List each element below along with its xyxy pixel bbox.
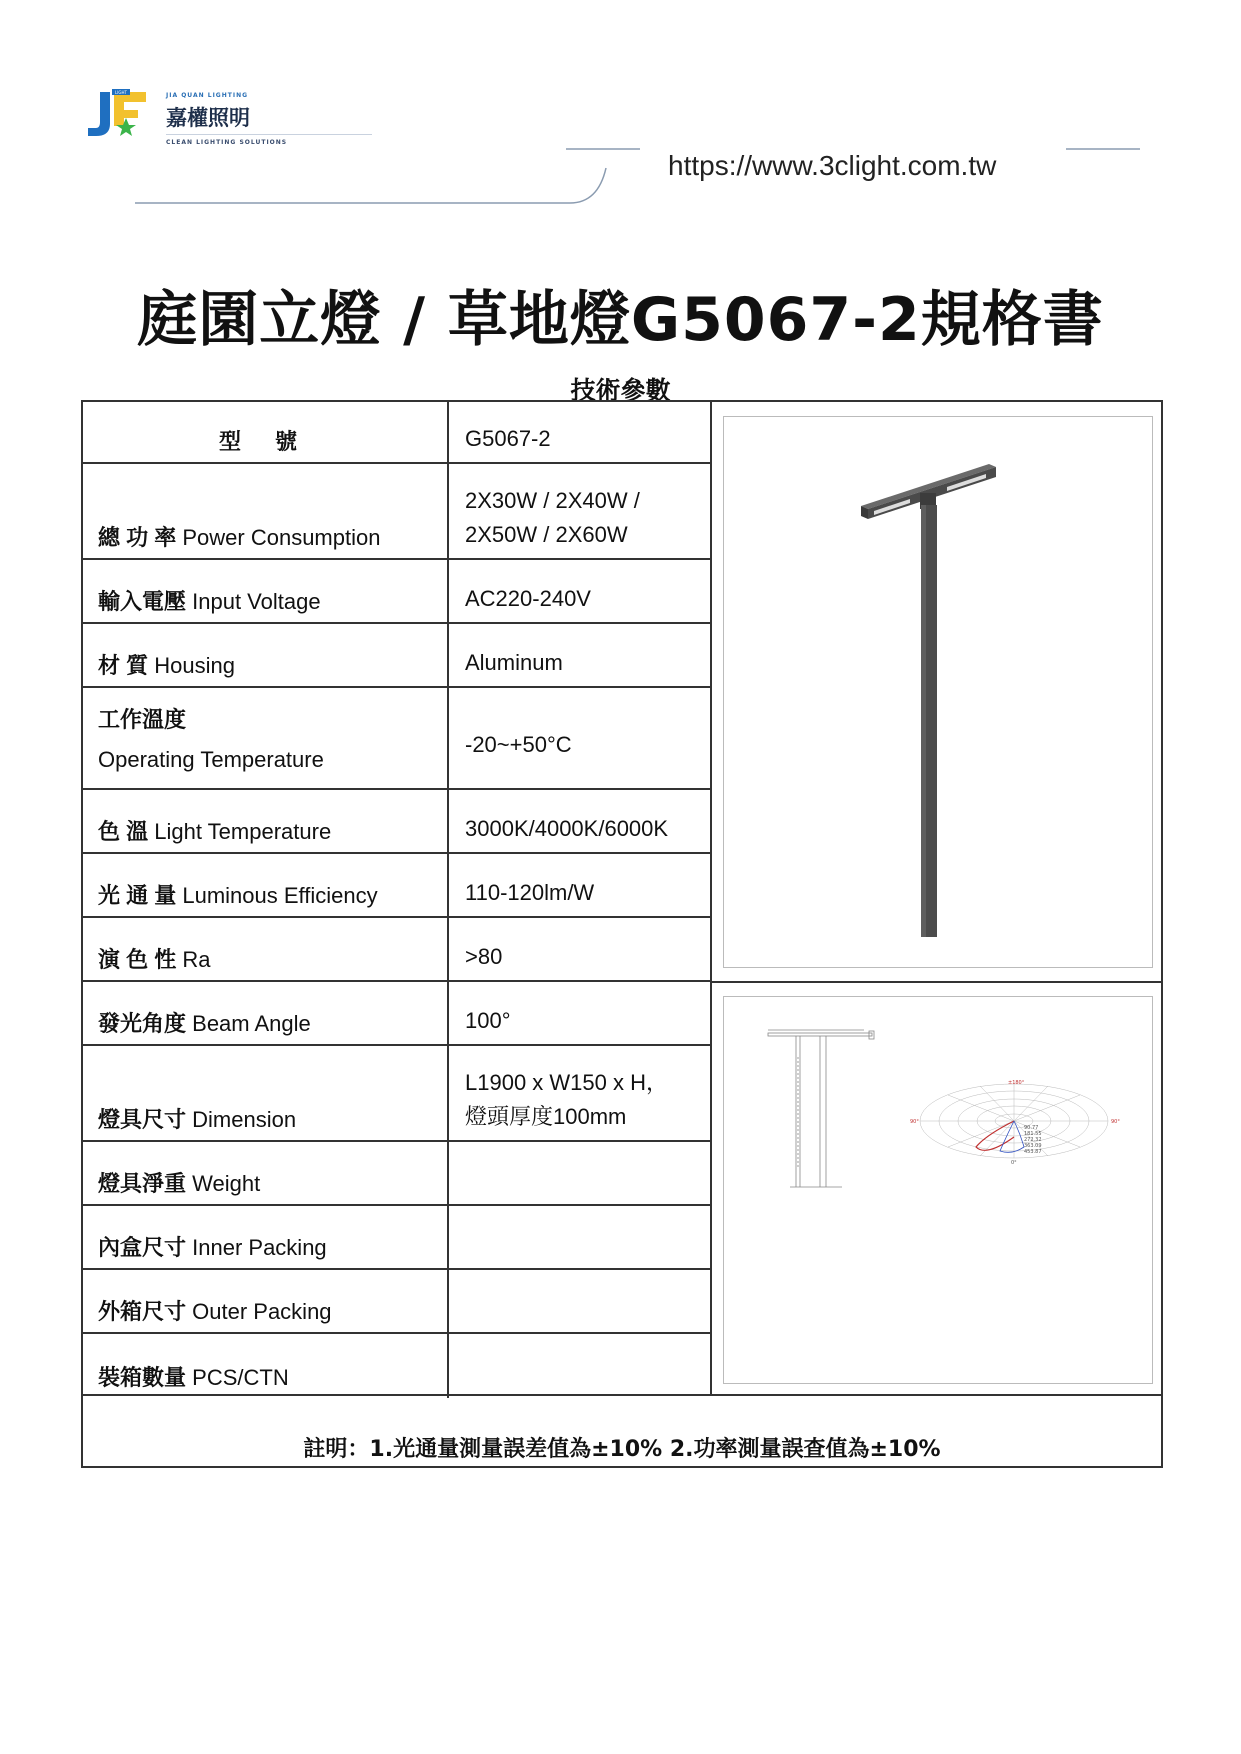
spec-value-cell — [449, 1206, 711, 1268]
spec-label-english: Housing — [154, 653, 235, 678]
document-title: 庭園立燈 / 草地燈G5067-2規格書 — [137, 285, 1104, 355]
spec-label-chinese: 型 號 — [218, 429, 312, 454]
spec-label-english: Operating Temperature — [98, 747, 324, 772]
spec-value: Aluminum — [465, 650, 563, 675]
spec-value: -20~+50°C — [465, 732, 572, 757]
spec-label — [98, 879, 378, 910]
product-photo — [723, 416, 1153, 968]
spec-value-cell — [449, 464, 711, 558]
spec-row — [81, 464, 711, 560]
spec-label — [98, 1361, 289, 1392]
spec-label-english: Outer Packing — [192, 1299, 332, 1324]
spec-label — [98, 1231, 327, 1262]
spec-label-cell — [81, 464, 449, 558]
footnote: 註明：1.光通量測量誤差值為±10% 2.功率測量誤查值為±10% — [303, 1437, 941, 1462]
polar-ring-label: 181.55 — [1024, 1131, 1042, 1137]
spec-label-cell — [81, 624, 449, 686]
spec-value: L1900 x W150 x H， 燈頭厚度100mm — [465, 1070, 668, 1129]
spec-label-chinese: 輸入電壓 — [98, 589, 187, 614]
spec-row — [81, 1334, 711, 1398]
spec-label-chinese: 燈具淨重 — [98, 1171, 187, 1196]
spec-label-english: Beam Angle — [192, 1011, 311, 1036]
spec-value-cell — [449, 854, 711, 916]
spec-label-cell — [81, 1270, 449, 1332]
spec-label-english: Power Consumption — [182, 525, 381, 550]
spec-label-chinese: 色 溫 — [98, 819, 149, 844]
lamp-post-illustration — [724, 417, 1152, 967]
spec-label — [98, 1103, 296, 1134]
polar-ring-label: 90.77 — [1024, 1125, 1039, 1131]
spec-label-cell — [81, 400, 449, 462]
spec-value-cell — [449, 790, 711, 852]
spec-label-chinese: 總 功 率 — [98, 525, 177, 550]
spec-value-cell — [449, 560, 711, 622]
spec-label — [98, 1167, 260, 1198]
spec-label-chinese: 燈具尺寸 — [98, 1107, 187, 1132]
spec-row — [81, 790, 711, 854]
technical-drawing — [724, 997, 1152, 1383]
spec-row — [81, 1206, 711, 1270]
spec-label-english: PCS/CTN — [192, 1365, 289, 1390]
spec-value-cell — [449, 982, 711, 1044]
spec-label-cell — [81, 790, 449, 852]
spec-label-chinese: 裝箱數量 — [98, 1365, 187, 1390]
spec-label-english: Dimension — [192, 1107, 297, 1132]
polar-label-right: 90° — [1111, 1119, 1120, 1125]
company-logo — [86, 80, 296, 150]
spec-label — [98, 700, 324, 780]
brand-name: 嘉權照明 — [166, 106, 250, 130]
spec-value-cell — [449, 918, 711, 980]
spec-label-chinese: 演 色 性 — [98, 947, 177, 972]
spec-label-cell — [81, 854, 449, 916]
polar-ring-label: 363.09 — [1024, 1143, 1042, 1149]
spec-row — [81, 624, 711, 688]
spec-row — [81, 560, 711, 624]
spec-label — [98, 815, 331, 846]
spec-label-chinese: 發光角度 — [98, 1011, 187, 1036]
spec-row — [81, 1046, 711, 1142]
spec-value-cell — [449, 688, 711, 788]
spec-value: 100° — [465, 1008, 511, 1033]
spec-label-english: Inner Packing — [192, 1235, 327, 1260]
spec-label-cell — [81, 982, 449, 1044]
spec-label-chinese: 光 通 量 — [98, 883, 177, 908]
spec-value-cell — [449, 1142, 711, 1204]
spec-value-cell — [449, 1046, 711, 1140]
spec-label-cell — [81, 560, 449, 622]
spec-value-cell — [449, 624, 711, 686]
table-divider-vertical — [710, 400, 712, 1396]
spec-label — [98, 1295, 332, 1326]
spec-label-english: Weight — [192, 1171, 261, 1196]
spec-label-english: Ra — [182, 947, 211, 972]
spec-label-chinese: 外箱尺寸 — [98, 1299, 187, 1324]
polar-label-left: 90° — [910, 1119, 919, 1125]
spec-row — [81, 854, 711, 918]
spec-label — [98, 585, 321, 616]
spec-value: 2X30W / 2X40W / 2X50W / 2X60W — [465, 488, 640, 547]
spec-value: >80 — [465, 944, 503, 969]
spec-label — [98, 521, 380, 552]
spec-value: G5067-2 — [465, 426, 551, 451]
spec-label-cell — [81, 1142, 449, 1204]
polar-label-bottom: 0° — [1011, 1160, 1017, 1166]
spec-label-chinese: 工作溫度 — [98, 707, 187, 732]
dimension-and-photometric-diagram — [723, 996, 1153, 1384]
spec-value: 3000K/4000K/6000K — [465, 816, 669, 841]
spec-row — [81, 918, 711, 982]
spec-label-english: Light Temperature — [154, 819, 332, 844]
spec-row — [81, 1270, 711, 1334]
svg-text:LIGHT: LIGHT — [115, 90, 127, 95]
note-divider — [81, 1394, 1163, 1396]
spec-label-cell — [81, 918, 449, 980]
section-subtitle: 技術參數 — [570, 376, 671, 405]
polar-ring-label: 272.32 — [1024, 1137, 1042, 1143]
spec-value-cell — [449, 1270, 711, 1332]
spec-label-cell — [81, 1206, 449, 1268]
spec-label-chinese: 內盒尺寸 — [98, 1235, 187, 1260]
brand-tagline: CLEAN LIGHTING SOLUTIONS — [166, 139, 288, 146]
website-url[interactable]: https://www.3clight.com.tw — [668, 150, 997, 181]
spec-row — [81, 688, 711, 790]
image-divider — [710, 981, 1163, 983]
spec-label-chinese: 材 質 — [98, 653, 149, 678]
spec-row — [81, 400, 711, 464]
spec-label-cell — [81, 1046, 449, 1140]
spec-label-english: Luminous Efficiency — [182, 883, 378, 908]
spec-label — [81, 425, 449, 456]
brand-english-name: JIA QUAN LIGHTING — [166, 92, 249, 99]
spec-value: AC220-240V — [465, 586, 591, 611]
spec-label — [98, 1007, 311, 1038]
spec-value: 110-120lm/W — [465, 880, 595, 905]
polar-label-top: ±180° — [1008, 1080, 1025, 1086]
polar-ring-label: 453.87 — [1024, 1149, 1042, 1155]
spec-label-cell — [81, 688, 449, 788]
spec-label — [98, 649, 235, 680]
spec-value-cell — [449, 1334, 711, 1398]
spec-label-english: Input Voltage — [192, 589, 321, 614]
spec-row — [81, 1142, 711, 1206]
spec-label — [98, 943, 210, 974]
logo-divider — [166, 134, 372, 135]
spec-label-cell — [81, 1334, 449, 1398]
spec-value-cell — [449, 400, 711, 462]
spec-row — [81, 982, 711, 1046]
logo-mark-icon — [86, 88, 150, 138]
